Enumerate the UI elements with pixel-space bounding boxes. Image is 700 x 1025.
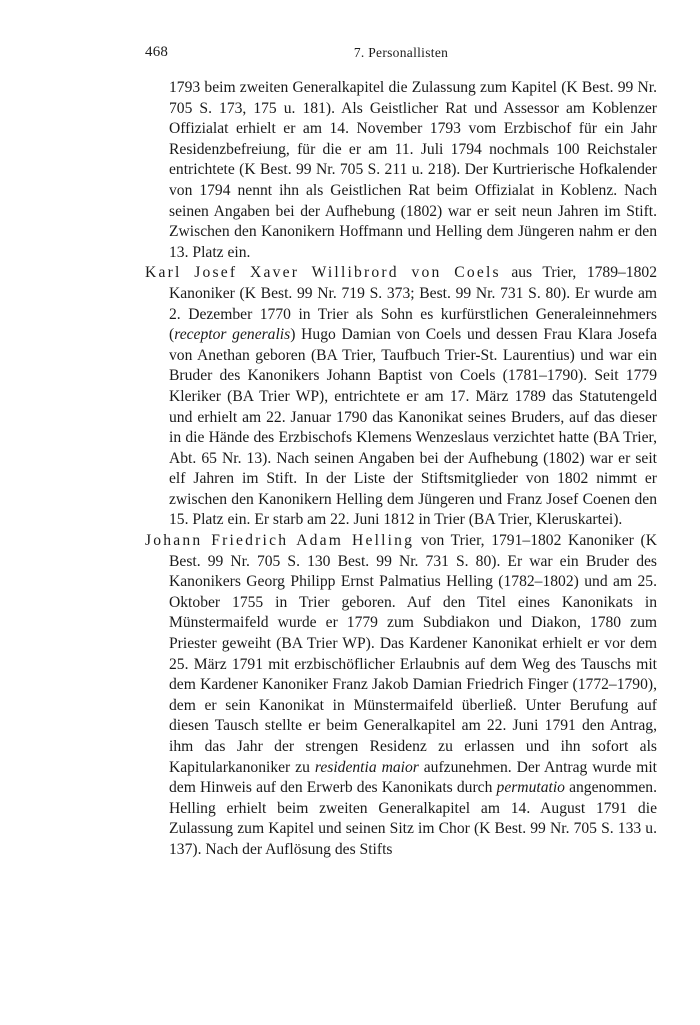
- latin-term: residentia maior: [314, 758, 419, 776]
- latin-term: permutatio: [496, 779, 565, 797]
- entry-text: aufzunehmen. Der Antrag wurde mit dem Hinweis auf den Erwerb des Kanonikats durch: [169, 758, 657, 797]
- entry-coels: [145, 263, 657, 531]
- entry-helling: [145, 531, 657, 861]
- running-head: 7. Personallisten: [353, 45, 449, 60]
- paragraph-continued: [145, 78, 657, 263]
- entry-name: Karl Josef Xaver Willibrord von Coels: [145, 264, 501, 282]
- entry-text: von Trier, 1791–1802 Kanoniker (K Best. 99 Nr. 705 S. 130 Best. 99 Nr. 731 S. 80). Er war ein Bruder des Kanonikers Georg Philipp Ernst Palmatius Helling (1782–1802) und am 25. Oktober 1755 in Trier geboren. Auf den Titel eines Kanonikats in Münstermaifeld wurde er 1779 zum Subdiakon und Diakon, 1780 zum Priester geweiht (BA Trier WP). Das Kardener Kanonikat erhielt er vor dem 25. März 1791 mit erzbischöflicher Erlaubnis auf dem Weg des Tauschs mit dem Kardener Kanoniker Franz Jakob Damian Friedrich Finger (1772–1790), dem er sein Kanonikat in Münstermaifeld überließ. Unter Berufung auf diesen Tausch stellte er beim Generalkapitel am 22. Juni 1791 den Antrag, ihm das Jahr der strengen Residenz zu erlassen und ihn sofort als Kapitularkanoniker zu: [169, 532, 657, 776]
- entry-text: ) Hugo Damian von Coels und dessen Frau Klara Josefa von Anethan geboren (BA Trier, Taufbuch Trier-St. Laurentius) und war ein Bruder des Kanonikers Johann Baptist von Coels (1781–1790). Seit 1779 Kleriker (BA Trier WP), entrichtete er am 17. März 1789 das Statutengeld und erhielt am 22. Januar 1790 das Kanonikat seines Bruders, auf das dieser in die Hände des Erzbischofs Klemens Wenzeslaus verzichtet hatte (BA Trier, Abt. 65 Nr. 13). Nach seinen Angaben bei der Aufhebung (1802) war er seit elf Jahren im Stift. In der Liste der Stiftsmitglieder von 1802 nimmt er zwischen den Kanonikern Helling dem Jüngeren und Franz Josef Coenen den 15. Platz ein. Er starb am 22. Juni 1812 in Trier (BA Trier, Kleruskartei).: [169, 326, 657, 529]
- entry-name: Johann Friedrich Adam Helling: [145, 532, 415, 550]
- page-header: [145, 44, 657, 64]
- entry-text: aus Trier, 1789–1802 Kanoniker (K Best. 99 Nr. 719 S. 373; Best. 99 Nr. 731 S. 80). Er wurde am 2. Dezember 1770 in Trier als Sohn es kurfürstlichen Generaleinnehmers (: [169, 264, 657, 344]
- text-body: [145, 78, 657, 861]
- entry-text: angenommen. Helling erhielt beim zweiten Generalkapitel am 14. August 1791 die Zulassung zum Kapitel und seinen Sitz im Chor (K Best. 99 Nr. 705 S. 133 u. 137). Nach der Auflösung des Stifts: [169, 779, 657, 858]
- latin-term: receptor generalis: [174, 326, 291, 344]
- paragraph-text: 1793 beim zweiten Generalkapitel die Zulassung zum Kapitel (K Best. 99 Nr. 705 S. 173, 175 u. 181). Als Geistlicher Rat und Assessor am Koblenzer Offizialat erhielt er am 14. November 1793 vom Erzbischof für ein Jahr Residenzbefreiung, für die er am 11. Juli 1794 nochmals 100 Reichstaler entrichtete (K Best. 99 Nr. 705 S. 211 u. 218). Der Kurtrierische Hofkalender von 1794 nennt ihn als Geistlichen Rat beim Offizialat in Koblenz. Nach seinen Angaben bei der Aufhebung (1802) war er seit neun Jahren im Stift. Zwischen den Kanonikern Hoffmann und Helling dem Jüngeren nahm er den 13. Platz ein.: [169, 79, 657, 261]
- page-number: 468: [145, 44, 169, 60]
